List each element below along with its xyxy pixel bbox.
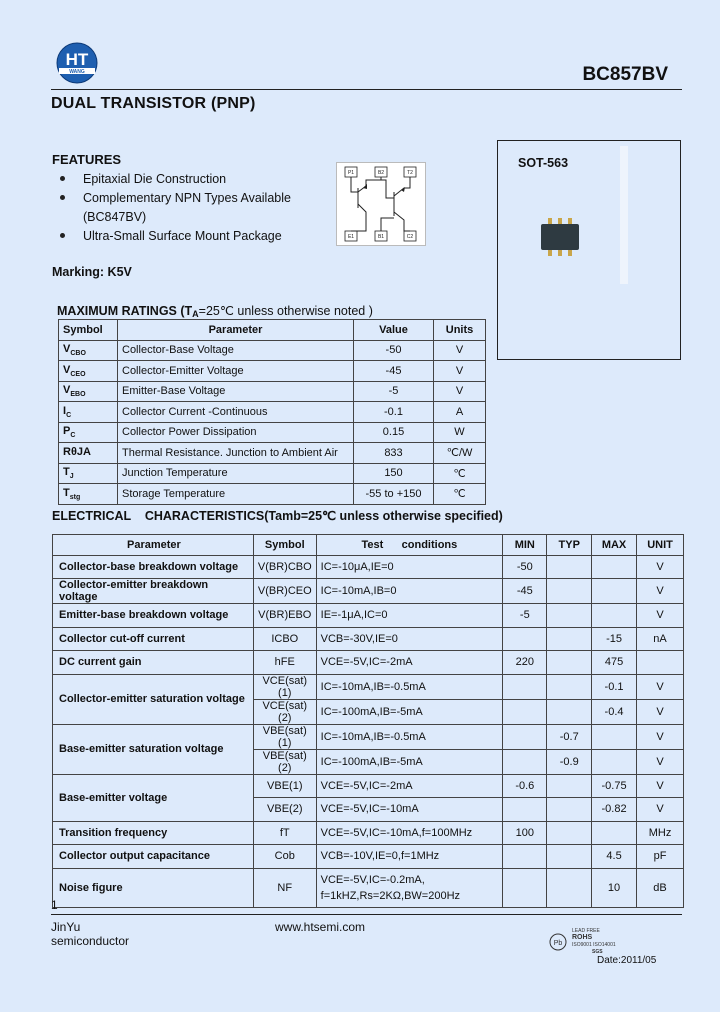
column-header: TYP [547,535,592,556]
parameter-cell: Collector-base breakdown voltage [53,555,254,579]
column-header: MIN [503,535,547,556]
company-logo [56,42,98,84]
typ-cell [547,699,592,724]
symbol-cell: $T_J$ [59,463,118,484]
symbol-cell: VCE(sat)(1) [253,674,316,699]
condition-cell: VCB=-30V,IE=0 [316,627,502,651]
symbol-cell: V(BR)CEO [253,579,316,604]
condition-cell: IC=-10mA,IB=-0.5mA [316,724,502,749]
condition-cell: IC=-100mA,IB=-5mA [316,699,502,724]
parameter-cell: Collector cut-off current [53,627,254,651]
logo-subtext: WANG [69,69,85,75]
symbol-cell: NF [253,868,316,907]
bullet-icon [60,233,65,238]
condition-cell: IC=-10mA,IB=-0.5mA [316,674,502,699]
condition-cell: IC=-10mA,IB=0 [316,579,502,604]
table-row [53,845,684,869]
feature-text: (BC847BV) [83,210,147,224]
parameter-cell: Collector-emitter saturation voltage [53,674,254,724]
unit-cell: V [434,361,486,382]
pin-label: P1 [347,170,355,176]
pin-label: B2 [377,170,385,176]
max-cell: -15 [592,627,637,651]
website-link[interactable]: www.htsemi.com [275,920,366,934]
typ-cell [547,821,592,845]
condition-line: f=1kHZ,Rs=2KΩ,BW=200Hz [320,889,461,902]
max-cell: 4.5 [592,845,637,869]
parameter-cell: Collector-Base Voltage [118,340,354,361]
parameter-cell: Emitter-Base Voltage [118,381,354,402]
package-name: SOT-563 [518,156,569,170]
unit-cell: V [637,749,684,774]
symbol-cell: VBE(1) [253,774,316,798]
parameter-cell: Collector-Emitter Voltage [118,361,354,382]
feature-item [60,229,282,243]
value-cell: -5 [354,381,434,402]
symbol-cell: V(BR)CBO [253,555,316,579]
typ-cell [547,798,592,822]
column-header: Units [434,320,486,341]
parameter-cell: Junction Temperature [118,463,354,484]
min-cell: 220 [503,651,547,675]
typ-cell [547,651,592,675]
part-number: BC857BV [582,64,668,85]
symbol-cell: hFE [253,651,316,675]
parameter-cell: Collector Power Dissipation [118,422,354,443]
parameter-cell: Storage Temperature [118,484,354,505]
condition-cell: VCE=-5V,IC=-10mA,f=100MHz [316,821,502,845]
value-cell: 150 [354,463,434,484]
value-cell: -45 [354,361,434,382]
max-cell [592,604,637,628]
table-row [53,674,684,699]
parameter-cell: Collector output capacitance [53,845,254,869]
unit-cell: A [434,402,486,423]
company-name [51,920,129,948]
symbol-cell: $V_{CEO}$ [59,361,118,382]
condition-cell: VCE=-5V,IC=-2mA [316,651,502,675]
column-header: Parameter [118,320,354,341]
symbol-cell: VBE(2) [253,798,316,822]
typ-cell: -0.7 [547,724,592,749]
unit-cell: V [637,699,684,724]
unit-cell: MHz [637,821,684,845]
max-cell: -0.4 [592,699,637,724]
page-number: 1 [51,898,58,912]
max-cell: 10 [592,868,637,907]
min-cell [503,798,547,822]
symbol-cell: fT [253,821,316,845]
unit-cell: ℃ [434,484,486,505]
pin-label: T2 [407,170,413,176]
typ-cell [547,579,592,604]
footer-rule [51,914,682,915]
parameter-cell: Emitter-base breakdown voltage [53,604,254,628]
symbol-cell: VCE(sat)(2) [253,699,316,724]
pb-free-icon: Pb [553,940,563,947]
symbol-cell: ICBO [253,627,316,651]
unit-cell [637,651,684,675]
unit-cell: V [434,381,486,402]
column-header: MAX [592,535,637,556]
condition-cell: VCE=-5V,IC=-2mA [316,774,502,798]
feature-item [60,172,226,186]
parameter-cell: Base-emitter voltage [53,774,254,821]
max-ratings-title-main: MAXIMUM RATINGS (T [57,304,193,318]
unit-cell: ℃ [434,463,486,484]
column-header: Value [354,320,434,341]
symbol-cell: $V_{EBO}$ [59,381,118,402]
max-cell: -0.1 [592,674,637,699]
column-header: Parameter [53,535,254,556]
min-cell [503,724,547,749]
pin-label: B1 [377,234,385,240]
typ-cell [547,555,592,579]
symbol-cell: VBE(sat)(1) [253,724,316,749]
feature-text: Complementary NPN Types Available [83,191,291,205]
symbol-cell: $P_C$ [59,422,118,443]
max-cell [592,579,637,604]
parameter-cell: Noise figure [53,868,254,907]
table-header-row [53,535,684,556]
symbol-cell: Cob [253,845,316,869]
package-image [530,210,590,262]
table-row [53,627,684,651]
value-cell: 833 [354,443,434,464]
symbol-cell: $T_{stg}$ [59,484,118,505]
typ-cell [547,774,592,798]
table-row [59,402,486,423]
symbol-cell: RθJA [59,443,118,464]
max-ratings-title [57,303,373,319]
unit-cell: V [637,724,684,749]
table-row [53,821,684,845]
max-ratings-title-sub: A [192,309,199,319]
max-cell [592,724,637,749]
min-cell [503,627,547,651]
value-cell: -50 [354,340,434,361]
table-row [59,484,486,505]
min-cell: -5 [503,604,547,628]
parameter-cell: Collector Current -Continuous [118,402,354,423]
feature-text: Ultra-Small Surface Mount Package [83,229,282,243]
column-header: Symbol [253,535,316,556]
value-cell: -0.1 [354,402,434,423]
electrical-table [52,534,684,908]
typ-cell [547,845,592,869]
column-header: Test conditions [316,535,502,556]
condition-cell: VCB=-10V,IE=0,f=1MHz [316,845,502,869]
table-row [59,381,486,402]
unit-cell: V [637,579,684,604]
bullet-icon [60,176,65,181]
cert-text: LEAD FREE [572,928,600,934]
symbol-cell: VBE(sat)(2) [253,749,316,774]
min-cell [503,868,547,907]
symbol-cell: V(BR)EBO [253,604,316,628]
max-cell [592,749,637,774]
table-row [53,651,684,675]
unit-cell: V [637,555,684,579]
pin-label: C2 [406,234,414,240]
value-cell: -55 to +150 [354,484,434,505]
typ-cell: -0.9 [547,749,592,774]
package-shade [620,146,628,284]
cert-text: SGS [592,949,603,955]
table-row [59,340,486,361]
circuit-diagram [336,162,426,246]
unit-cell: V [637,798,684,822]
min-cell: -50 [503,555,547,579]
table-row [53,579,684,604]
min-cell: 100 [503,821,547,845]
min-cell: -0.6 [503,774,547,798]
logo-text: HT [65,50,89,69]
page-title: DUAL TRANSISTOR (PNP) [51,95,256,112]
typ-cell [547,868,592,907]
typ-cell [547,627,592,651]
column-header: Symbol [59,320,118,341]
min-cell [503,699,547,724]
column-header: UNIT [637,535,684,556]
cert-text: ROHS [572,934,593,941]
unit-cell: dB [637,868,684,907]
unit-cell: V [637,674,684,699]
condition-cell: IC=-100mA,IB=-5mA [316,749,502,774]
unit-cell: nA [637,627,684,651]
max-cell: -0.82 [592,798,637,822]
unit-cell: pF [637,845,684,869]
max-cell [592,821,637,845]
max-cell: -0.75 [592,774,637,798]
table-row [53,774,684,798]
parameter-cell: Base-emitter saturation voltage [53,724,254,774]
feature-item [60,191,291,205]
unit-cell: W [434,422,486,443]
features-heading: FEATURES [52,152,122,167]
typ-cell [547,604,592,628]
max-cell [592,555,637,579]
table-row [53,868,684,907]
min-cell [503,749,547,774]
symbol-cell: $V_{CBO}$ [59,340,118,361]
typ-cell [547,674,592,699]
feature-text: Epitaxial Die Construction [83,172,227,186]
max-ratings-table [58,319,486,505]
electrical-title: ELECTRICAL CHARACTERISTICS(Tamb=25℃ unless otherwise specified) [52,509,503,523]
company-line: JinYu [51,920,81,934]
symbol-cell: $I_C$ [59,402,118,423]
parameter-cell: Thermal Resistance. Junction to Ambient Air [118,443,354,464]
bullet-icon [60,195,65,200]
value-cell: 0.15 [354,422,434,443]
feature-item [83,210,146,224]
max-cell: 475 [592,651,637,675]
max-ratings-title-rest: =25℃ unless otherwise noted ) [198,304,373,318]
condition-cell: VCE=-5V,IC=-10mA [316,798,502,822]
min-cell: -45 [503,579,547,604]
table-row [59,422,486,443]
pin-label: E1 [347,234,355,240]
table-header-row [59,320,486,341]
table-row [53,724,684,749]
unit-cell: ℃/W [434,443,486,464]
table-row [59,463,486,484]
parameter-cell: Transition frequency [53,821,254,845]
min-cell [503,845,547,869]
unit-cell: V [637,604,684,628]
condition-cell: IC=-10μA,IE=0 [316,555,502,579]
cert-text: ISO9001 ISO14001 [572,942,616,948]
table-row [59,443,486,464]
header-rule [51,89,682,90]
table-row [53,604,684,628]
unit-cell: V [637,774,684,798]
company-line: semiconductor [51,934,130,948]
parameter-cell: Collector-emitter breakdown voltage [53,579,254,604]
condition-cell: IE=-1μA,IC=0 [316,604,502,628]
parameter-cell: DC current gain [53,651,254,675]
document-date: Date:2011/05 [597,955,657,966]
unit-cell: V [434,340,486,361]
marking-label: Marking: K5V [52,265,132,279]
condition-cell [316,868,502,907]
condition-line: VCE=-5V,IC=-0.2mA, [320,873,425,886]
table-row [53,555,684,579]
min-cell [503,674,547,699]
table-row [59,361,486,382]
